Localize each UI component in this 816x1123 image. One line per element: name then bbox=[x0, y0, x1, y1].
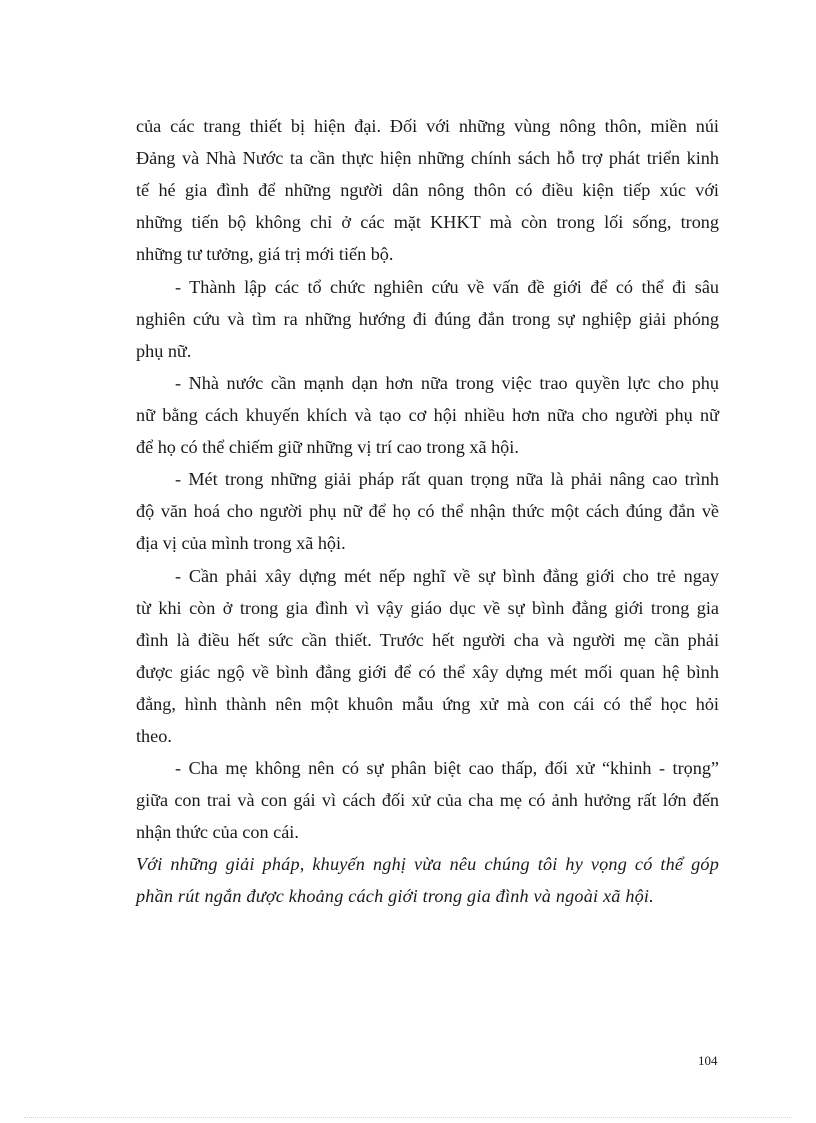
bullet-line: - Mét trong những giải pháp rất quan trọng nữa là phải nâng cao trình bbox=[175, 469, 719, 489]
page-bottom-divider bbox=[24, 1117, 792, 1118]
text-line: giữa con trai và con gái vì cách đối xử của cha mẹ có ảnh hưởng rất lớn đến bbox=[136, 790, 719, 810]
text-line: những tư tưởng, giá trị mới tiến bộ. bbox=[136, 244, 394, 264]
page-number: 104 bbox=[698, 1053, 718, 1068]
text-line: Đảng và Nhà Nước ta cần thực hiện những chính sách hỗ trợ phát triển kinh bbox=[136, 148, 719, 168]
bullet-line: - Cần phải xây dựng mét nếp nghĩ về sự bình đẳng giới cho trẻ ngay bbox=[175, 566, 719, 586]
text-line: từ khi còn ở trong gia đình vì vậy giáo dục về sự bình đẳng giới trong gia bbox=[136, 598, 719, 618]
conclusion-line: Với những giải pháp, khuyến nghị vừa nêu chúng tôi hy vọng có thể góp bbox=[136, 854, 719, 874]
text-line: theo. bbox=[136, 726, 172, 746]
text-line: nhận thức của con cái. bbox=[136, 822, 299, 842]
text-line: tế hé gia đình để những người dân nông thôn có điều kiện tiếp xúc với bbox=[136, 180, 719, 200]
text-line: đình là điều hết sức cần thiết. Trước hết người cha và người mẹ cần phải bbox=[136, 630, 719, 650]
text-line: nữ bằng cách khuyến khích và tạo cơ hội nhiều hơn nữa cho người phụ nữ bbox=[136, 405, 719, 425]
bullet-line: - Thành lập các tổ chức nghiên cứu về vấn đề giới để có thể đi sâu bbox=[175, 277, 719, 297]
text-line: nghiên cứu và tìm ra những hướng đi đúng đắn trong sự nghiệp giải phóng bbox=[136, 309, 719, 329]
text-line: để họ có thể chiếm giữ những vị trí cao trong xã hội. bbox=[136, 437, 519, 457]
conclusion-line: phần rút ngắn được khoảng cách giới trong gia đình và ngoài xã hội. bbox=[136, 886, 654, 906]
bullet-line: - Cha mẹ không nên có sự phân biệt cao thấp, đối xử “khinh - trọng” bbox=[175, 758, 719, 778]
text-line: được giác ngộ về bình đẳng giới để có thể xây dựng mét mối quan hệ bình bbox=[136, 662, 719, 682]
text-line: phụ nữ. bbox=[136, 341, 192, 361]
text-line: địa vị của mình trong xã hội. bbox=[136, 533, 346, 553]
text-line: của các trang thiết bị hiện đại. Đối với những vùng nông thôn, miền núi bbox=[136, 116, 719, 136]
text-line: đẳng, hình thành nên một khuôn mẫu ứng xử mà con cái có thể học hỏi bbox=[136, 694, 719, 714]
text-line: những tiến bộ không chỉ ở các mặt KHKT mà còn trong lối sống, trong bbox=[136, 212, 719, 232]
bullet-line: - Nhà nước cần mạnh dạn hơn nữa trong việc trao quyền lực cho phụ bbox=[175, 373, 719, 393]
text-line: độ văn hoá cho người phụ nữ để họ có thể nhận thức một cách đúng đắn về bbox=[136, 501, 719, 521]
